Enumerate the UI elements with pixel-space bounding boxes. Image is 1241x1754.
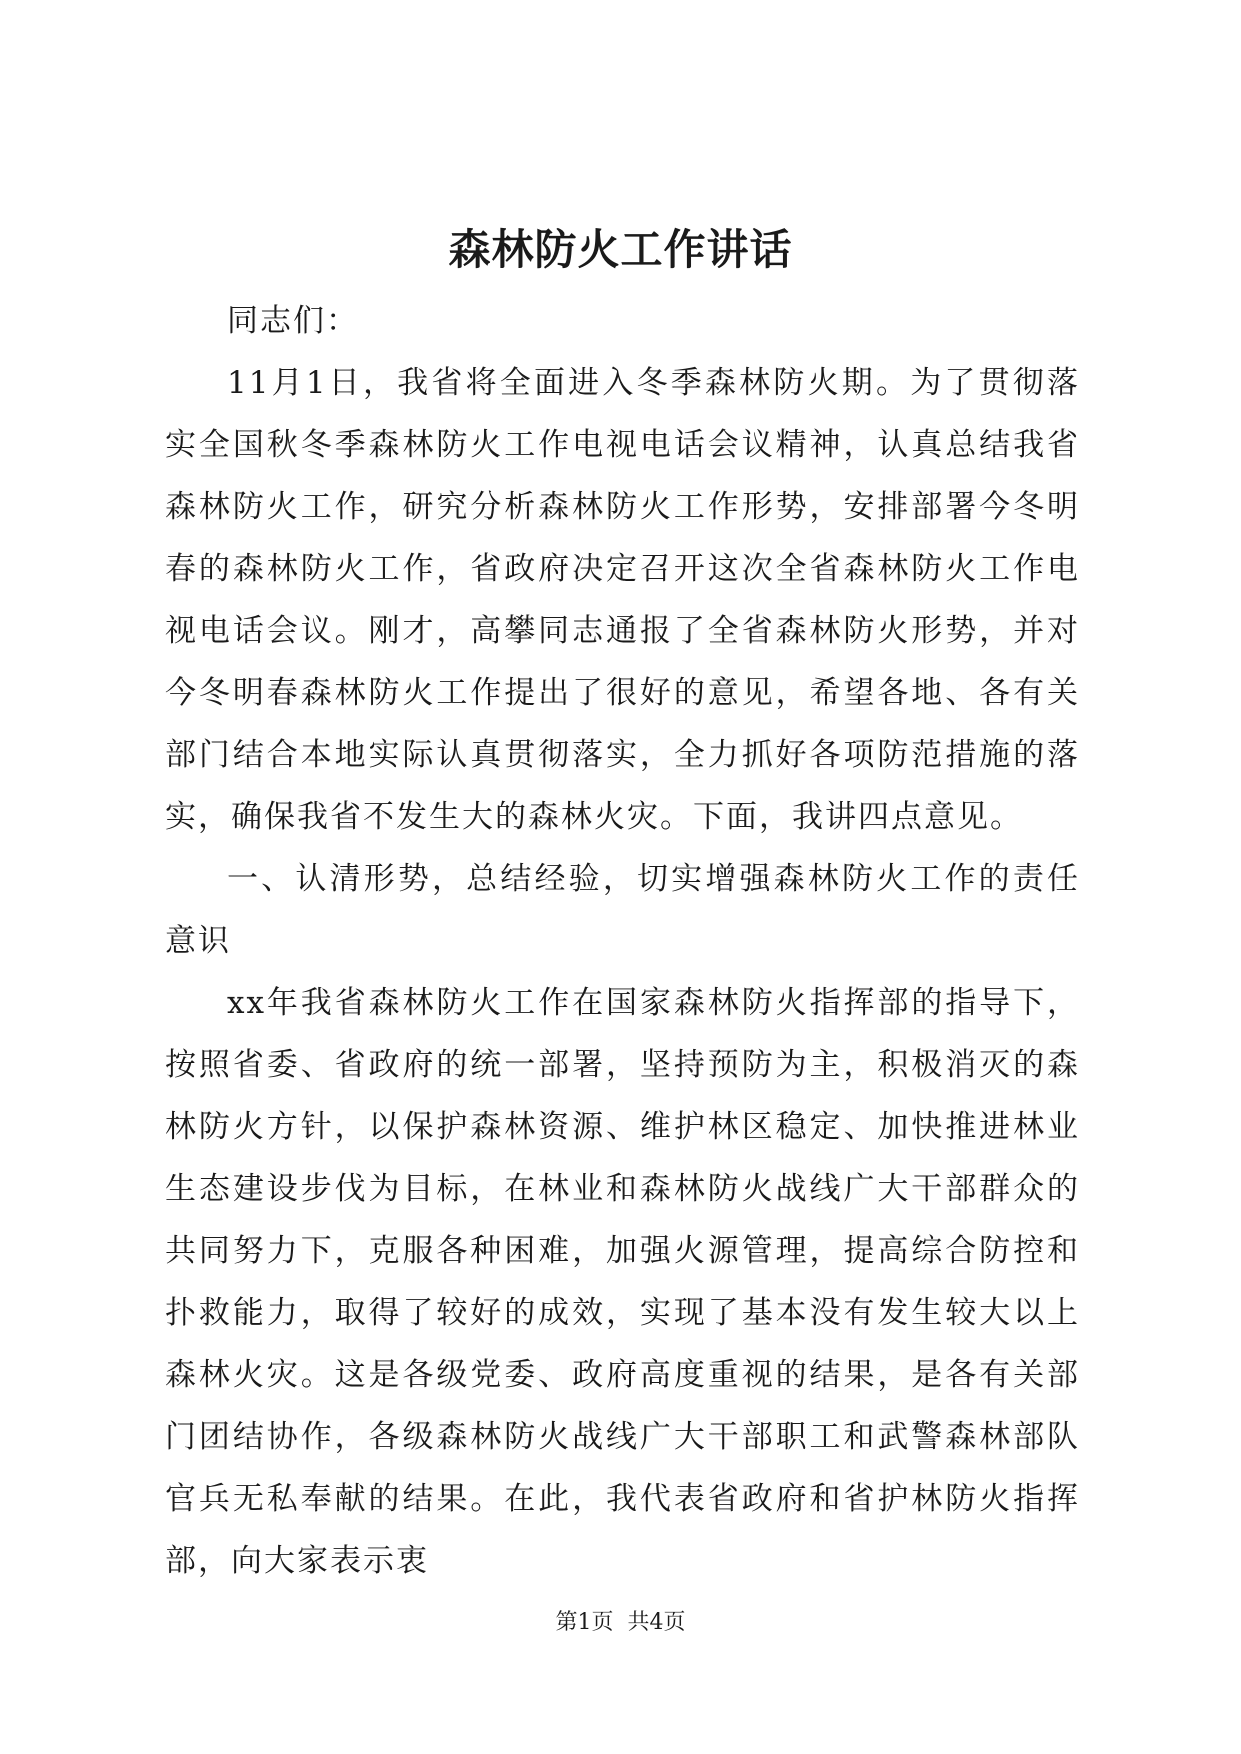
page-number-label: 第1页 共4页: [555, 1610, 686, 1635]
salutation-paragraph: 同志们：: [227, 303, 359, 339]
document-body: [165, 290, 1080, 1592]
section-heading-paragraph: 一、认清形势，总结经验，切实增强森林防火工作的责任意识: [165, 861, 1080, 959]
document-title: 森林防火工作讲话: [448, 225, 793, 274]
intro-paragraph: 11月1日，我省将全面进入冬季森林防火期。为了贯彻落实全国秋冬季森林防火工作电视电话会议精神，认真总结我省森林防火工作，研究分析森林防火工作形势，安排部署今冬明春的森林防火工作，省政府决定召开这次全省森林防火工作电视电话会议。刚才，高攀同志通报了全省森林防火形势，并对今冬明春森林防火工作提出了很好的意见，希望各地、各有关部门结合本地实际认真贯彻落实，全力抓好各项防范措施的落实，确保我省不发生大的森林火灾。下面，我讲四点意见。: [165, 365, 1080, 835]
page-footer: [0, 1608, 1241, 1638]
body-paragraph: xx年我省森林防火工作在国家森林防火指挥部的指导下，按照省委、省政府的统一部署，坚持预防为主，积极消灭的森林防火方针，以保护森林资源、维护林区稳定、加快推进林业生态建设步伐为目标，在林业和森林防火战线广大干部群众的共同努力下，克服各种困难，加强火源管理，提高综合防控和扑救能力，取得了较好的成效，实现了基本没有发生较大以上森林火灾。这是各级党委、政府高度重视的结果，是各有关部门团结协作，各级森林防火战线广大干部职工和武警森林部队官兵无私奉献的结果。在此，我代表省政府和省护林防火指挥部，向大家表示衷: [165, 985, 1080, 1579]
